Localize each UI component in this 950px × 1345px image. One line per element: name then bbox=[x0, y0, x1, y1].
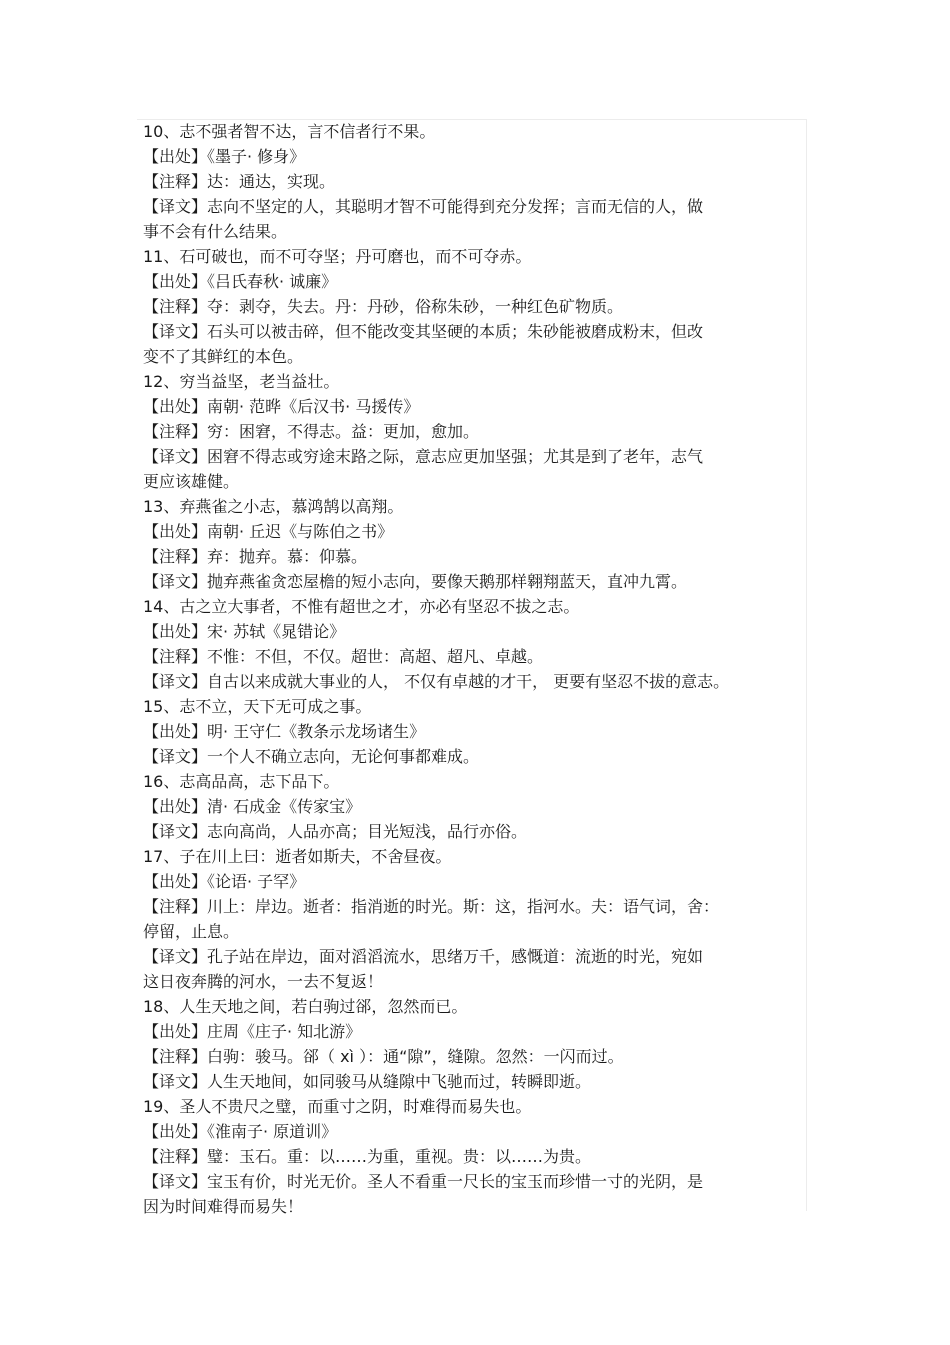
translation-line: 【译文】石头可以被击碎，但不能改变其坚硬的本质；朱砂能被磨成粉末，但改 bbox=[143, 322, 704, 341]
translation-line: 【译文】志向高尚，人品亦高；目光短浅，品行亦俗。 bbox=[143, 822, 528, 841]
source-line: 【出处】《墨子· 修身》 bbox=[143, 147, 306, 166]
heading-12: 12、穷当益坚，老当益壮。 bbox=[143, 372, 340, 391]
heading-16: 16、志高品高，志下品下。 bbox=[143, 772, 340, 791]
source-line: 【出处】庄周《庄子· 知北游》 bbox=[143, 1022, 362, 1041]
heading-14: 14、古之立大事者，不惟有超世之才，亦必有坚忍不拔之志。 bbox=[143, 597, 580, 616]
source-line: 【出处】清· 石成金《传家宝》 bbox=[143, 797, 362, 816]
note-line: 【注释】夺：剥夺，失去。丹：丹砂，俗称朱砂，一种红色矿物质。 bbox=[143, 297, 624, 316]
translation-line: 变不了其鲜红的本色。 bbox=[143, 347, 304, 366]
source-line: 【出处】宋· 苏轼《晁错论》 bbox=[143, 622, 346, 641]
note-line: 【注释】白驹：骏马。郤（ xì ）：通“隙”，缝隙。忽然：一闪而过。 bbox=[143, 1047, 624, 1066]
source-line: 【出处】《吕氏春秋· 诚廉》 bbox=[143, 272, 338, 291]
source-line: 【出处】南朝· 范晔《后汉书· 马援传》 bbox=[143, 397, 420, 416]
document-body bbox=[143, 119, 803, 1219]
translation-line: 【译文】人生天地间，如同骏马从缝隙中飞驰而过，转瞬即逝。 bbox=[143, 1072, 592, 1091]
note-line: 【注释】川上：岸边。逝者：指消逝的时光。斯：这，指河水。夫：语气词，舍： bbox=[143, 897, 720, 916]
translation-line: 这日夜奔腾的河水，一去不复返！ bbox=[143, 972, 384, 991]
translation-line: 【译文】困窘不得志或穷途末路之际，意志应更加坚强；尤其是到了老年，志气 bbox=[143, 447, 704, 466]
note-line: 停留，止息。 bbox=[143, 922, 240, 941]
heading-17: 17、子在川上曰：逝者如斯夫，不舍昼夜。 bbox=[143, 847, 452, 866]
source-line: 【出处】《淮南子· 原道训》 bbox=[143, 1122, 338, 1141]
heading-19: 19、圣人不贵尺之璧，而重寸之阴，时难得而易失也。 bbox=[143, 1097, 532, 1116]
heading-11: 11、石可破也，而不可夺坚；丹可磨也，而不可夺赤。 bbox=[143, 247, 532, 266]
translation-line: 事不会有什么结果。 bbox=[143, 222, 288, 241]
translation-line: 【译文】志向不坚定的人，其聪明才智不可能得到充分发挥；言而无信的人，做 bbox=[143, 197, 704, 216]
heading-18: 18、人生天地之间，若白驹过郤，忽然而已。 bbox=[143, 997, 468, 1016]
source-line: 【出处】明· 王守仁《教条示龙场诸生》 bbox=[143, 722, 426, 741]
translation-line: 【译文】宝玉有价，时光无价。圣人不看重一尺长的宝玉而珍惜一寸的光阴，是 bbox=[143, 1172, 704, 1191]
translation-line: 【译文】孔子站在岸边，面对滔滔流水，思绪万千，感慨道：流逝的时光，宛如 bbox=[143, 947, 704, 966]
translation-line: 因为时间难得而易失！ bbox=[143, 1197, 304, 1216]
translation-line: 【译文】一个人不确立志向，无论何事都难成。 bbox=[143, 747, 480, 766]
note-line: 【注释】璧：玉石。重：以……为重，重视。贵：以……为贵。 bbox=[143, 1147, 592, 1166]
heading-10: 10、志不强者智不达，言不信者行不果。 bbox=[143, 122, 436, 141]
translation-line: 【译文】抛弃燕雀贪恋屋檐的短小志向，要像天鹅那样翱翔蓝天，直冲九霄。 bbox=[143, 572, 688, 591]
translation-line: 更应该雄健。 bbox=[143, 472, 240, 491]
note-line: 【注释】达：通达，实现。 bbox=[143, 172, 336, 191]
heading-15: 15、志不立，天下无可成之事。 bbox=[143, 697, 372, 716]
note-line: 【注释】穷：困窘，不得志。益：更加，愈加。 bbox=[143, 422, 480, 441]
note-line: 【注释】弃：抛弃。慕：仰慕。 bbox=[143, 547, 368, 566]
source-line: 【出处】《论语· 子罕》 bbox=[143, 872, 306, 891]
note-line: 【注释】不惟：不但，不仅。超世：高超、超凡、卓越。 bbox=[143, 647, 544, 666]
heading-13: 13、弃燕雀之小志，慕鸿鹄以高翔。 bbox=[143, 497, 404, 516]
translation-line: 【译文】自古以来成就大事业的人， 不仅有卓越的才干， 更要有坚忍不拔的意志。 bbox=[143, 672, 730, 691]
source-line: 【出处】南朝· 丘迟《与陈伯之书》 bbox=[143, 522, 394, 541]
